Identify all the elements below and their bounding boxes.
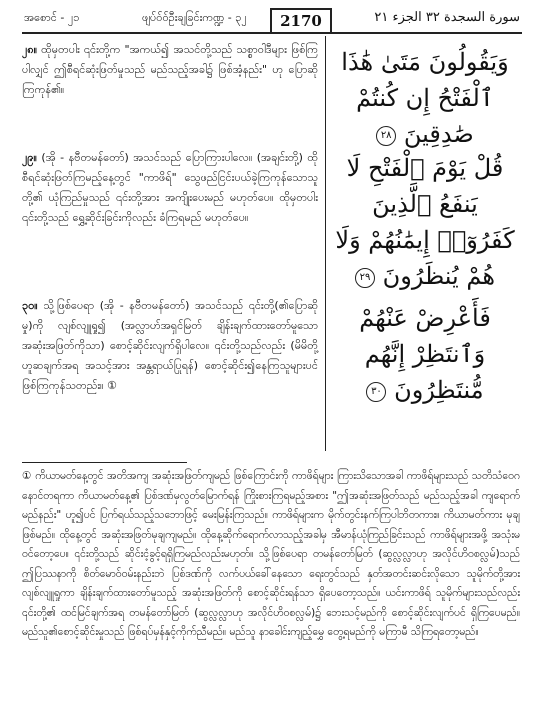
arabic-text: قُلْ يَوْمَ ٱلْفَتْحِ لَا يَنفَعُ ٱلَّذِينَ كَفَرُوٓا۟ إِيمَٰنُهُمْ وَلَا هُمْ يُنظَرُونَ [335, 154, 515, 290]
header-arabic-title: سورة السجدة ٣٢ الجزء ٢١ [374, 10, 520, 25]
translation-block-29 [22, 148, 318, 228]
arabic-verse-30 [330, 300, 520, 408]
verse-number: ၂၉။ [22, 151, 37, 164]
footnote-block [22, 467, 520, 643]
arabic-verse-29 [330, 150, 520, 294]
page-header [22, 8, 522, 34]
verse-number: ၃၀။ [22, 299, 38, 312]
translation-text: (အို - နဗီတမန်တော်) အသင်သည် ပြောကြားပါလေ။ (အချင်းတို့) ထိုစီရင်ဆုံးဖြတ်ကြမည့်နေ့တွင် "ကာဖိရ်" သွေဖည်ငြင်းပယ်ခဲ့ကြကုန်သောသူတို့၏ ယုံကြည်မှုသည် ၎င်းတို့အား အကျိုးပေးမည် မဟုတ်ပေ။ ထိုမှတပါး ၎င်းတို့သည် ရွှေ့ဆိုင်းခြင်းကိုလည်း ခံကြရမည် မဟုတ်ပေ။ [22, 151, 318, 224]
header-surah-label: ဖျပ်ဝ်ဝ်ဦးချခြင်းကဏ္ဍ - ၃၂ [142, 11, 247, 24]
header-chapter-label: အစောင် - ၂၁ [24, 11, 80, 24]
footnote-number: ① [22, 470, 32, 482]
arabic-text: فَأَعْرِضْ عَنْهُمْ وَٱنتَظِرْ إِنَّهُم مُّنتَظِرُونَ [359, 304, 491, 404]
column-divider [325, 36, 326, 451]
arabic-text: وَيَقُولُونَ مَتَىٰ هَٰذَا ٱلْفَتْحُ إِن كُنتُمْ صَٰدِقِينَ [341, 48, 509, 148]
translation-block-30 [22, 296, 318, 396]
page-number: 2170 [270, 8, 332, 34]
verse-number: ၂၈။ [22, 43, 38, 56]
ayah-marker: ٢٨ [376, 126, 396, 146]
footnote-text: ကိယာမတ်နေ့တွင် အတိအကျ အဆုံးအဖြတ်ကျမည် ဖြစ်ကြောင်းကို ကာဖိရ်များ ကြားသိသောအခါ ကာဖိရ်များသည် သတိသံဝေဂ နောင်တရကာ ကိယာမတ်နေ့၏ ပြစ်ဒဏ်မှလွတ်မြောက်ရန် ကြိုးစားကြရမည့်အစား "ဤအဆုံးအဖြတ်သည် မည်သည့်အခါ ကျရောက်မည်နည်း" ဟူ၍ပင် ပြက်ရယ်သည့်သဘောဖြင့် မေးမြန်းကြသည်။ ကာဖိရ်များက မိုက်တွင်းနက်ကြပါဘိတကား။ ကိယာမတ်ကား မုချဖြစ်မည်။ ထိုနေ့တွင် အဆုံးအဖြတ်မုချကျမည်။ ထိုနေ့ဆိုက်ရောက်လာသည့်အခါမှ အီမာန်ယုံကြည်ခြင်းသည် ကာဖိရ်များအဖို့ အသုံးမဝင်တော့ပေ။ ၎င်းတို့သည် ဆိုင်းငံ့ခွင့်ရရှိကြမည်လည်းမဟုတ်။ သို့ဖြစ်ပေရာ တမန်တော်မြတ် (ဆွလ္လလ္လာဟု အလိုင်ဟိဝစလ္လမ်)သည် ဤပြဿနာကို စိတ်မောဝ်ဝမ်းနည်းဘဲ ပြစ်ဒဏ်ကို လက်ပယ်ခေါ်နေသော ရေးတွင်သည် နှတ်အတင်းဆင်းလိုသော သူမိုက်တို့အား လျစ်လျူရှုကာ ချိန်းချက်ထားတော်မူသည့် အဆုံးအဖြတ်ကို စောင့်ဆိုင်းရန်သာ ရှိပေတော့သည်။ ယင်းကာဖိရ် သူမိုက်များသည်လည်း ၎င်းတို့၏ ထင်မြင်ချက်အရ တမန်တော်မြတ် (ဆွလ္လလ္လာဟု အလိုင်ဟိဝစလ္လမ်)၌ ဘေးသင့်မည်ကို စောင့်ဆိုင်းလျက်ပင် ရှိကြပေမည်။ မည်သူ၏စောင့်ဆိုင်းမှုသည် ဖြစ်ရပ်မှန်နှင့်ကိုက်ညီမည်။ မည်သူ နာခေါင်းကျည့်မွှေ တွေ့ရမည်ကို မကြာမီ သိကြရတော့မည်။ [22, 470, 520, 638]
ayah-marker: ٢٩ [355, 268, 375, 288]
footnote-marker[interactable]: ① [107, 379, 117, 392]
translation-block-28 [22, 40, 318, 100]
translation-text: သို့ဖြစ်ပေရာ (အို - နဗီတမန်တော်) အသင်သည် ၎င်းတို့(၏ပြောဆိုမှု)ကို လျစ်လျူရှု၍ (အလ္လာဟ်အရှင်မြတ် ချိန်းချက်ထားတော်မူသော အဆုံးအဖြတ်ကိုသာ) စောင့်ဆိုင်းလျက်ရှိပါလေ။ ၎င်းတို့သည်လည်း (မိမိတို့ဟူဆချက်အရ အသင့်အား အန္တရာယ်ပြုရန်) စောင့်ဆိုင်း၍နေကြသူများပင်ဖြစ်ကြကုန်သတည်း။ [22, 299, 318, 392]
arabic-verse-28 [330, 44, 520, 152]
ayah-marker: ٣٠ [366, 382, 386, 402]
footnote-rule [22, 462, 187, 463]
translation-text: ထိုမှတပါး ၎င်းတို့က "အကယ်၍ အသင်တို့သည် သစ္စာဝါဒီများ ဖြစ်ကြပါလျှင် ဤစီရင်ဆုံးဖြတ်မှုသည် မည်သည့်အခါ၌ ဖြစ်အံ့နည်း" ဟု ပြောဆိုကြကုန်၏။ [22, 43, 318, 96]
